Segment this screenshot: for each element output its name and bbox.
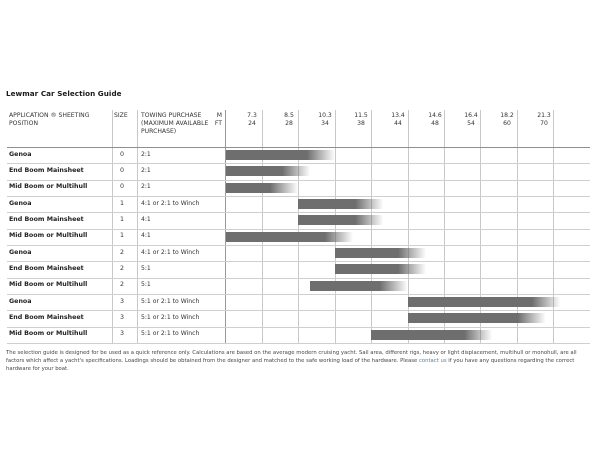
row-application: End Boom Mainsheet [9,215,84,223]
row-towing-purchase: 2:1 [141,150,151,158]
row-towing-purchase: 4:1 [141,215,151,223]
scale-meter-label: 11.5 [354,112,368,119]
row-towing-purchase: 2:1 [141,183,151,191]
scale-gridline [262,110,263,343]
contact-us-link[interactable]: contact us [418,358,447,365]
row-size: 0 [119,166,124,174]
scale-gridline [444,110,445,343]
row-size: 0 [119,150,124,158]
row-application: Mid Boom or Multihull [9,281,88,289]
row-size: 3 [119,330,124,338]
scale-feet-label: 54 [467,120,475,127]
header-feet-unit: FT [214,120,222,127]
row-divider [7,163,590,164]
row-towing-purchase: 5:1 or 2:1 to Winch [141,313,200,321]
scale-meter-label: 8.5 [284,112,294,119]
scale-gridline [371,110,372,343]
scale-meter-label: 16.4 [464,112,478,119]
row-divider [7,212,590,213]
range-bar [226,183,298,193]
scale-feet-label: 60 [503,120,511,127]
row-size: 0 [119,183,124,191]
row-divider [7,294,590,295]
row-size: 2 [119,264,124,272]
scale-gridline [335,110,336,343]
scale-meter-label: 18.2 [500,112,514,119]
row-towing-purchase: 5:1 or 2:1 to Winch [141,297,200,305]
row-towing-purchase: 5:1 [141,264,151,272]
scale-feet-label: 48 [431,120,439,127]
scale-meter-label: 7.3 [247,112,257,119]
row-size: 2 [119,248,124,256]
scale-meter-label: 13.4 [391,112,405,119]
range-bar [298,199,383,209]
header-meters-unit: M [216,112,222,119]
scale-gridline [517,110,518,343]
disclaimer-footer [6,349,594,374]
table-top-border [7,147,590,148]
column-divider [112,110,113,343]
row-application: Genoa [9,150,32,158]
row-divider [7,261,590,262]
scale-meter-label: 21.3 [537,112,551,119]
row-application: End Boom Mainsheet [9,166,84,174]
range-bar [226,232,353,242]
row-divider [7,343,590,344]
scale-feet-label: 44 [394,120,402,127]
guide-title: Lewmar Car Selection Guide [6,89,122,98]
row-application: Mid Boom or Multihull [9,183,88,191]
scale-meter-label: 14.6 [428,112,442,119]
header-towing-purchase: TOWING PURCHASE (MAXIMUM AVAILABLE PURCHASE) [141,112,209,135]
header-size: SIZE [114,112,128,119]
row-towing-purchase: 5:1 or 2:1 to Winch [141,330,200,338]
row-towing-purchase: 5:1 [141,281,151,289]
header-application: APPLICATION ® SHEETING POSITION [9,112,90,127]
row-divider [7,180,590,181]
row-application: Mid Boom or Multihull [9,232,88,240]
row-size: 1 [119,199,124,207]
row-size: 1 [119,215,124,223]
row-towing-purchase: 4:1 or 2:1 to Winch [141,199,200,207]
disclaimer-text-end: if you have any questions regarding the correct hardware for your boat. [6,358,575,373]
scale-feet-label: 28 [285,120,293,127]
scale-gridline [408,110,409,343]
row-size: 3 [119,313,124,321]
row-application: End Boom Mainsheet [9,313,84,321]
row-size: 2 [119,281,124,289]
range-bar [408,313,546,323]
row-towing-purchase: 4:1 [141,232,151,240]
scale-gridline [480,110,481,343]
scale-gridline [298,110,299,343]
range-bar [335,264,426,274]
row-divider [7,310,590,311]
range-bar [408,297,560,307]
range-bar [298,215,383,225]
scale-feet-label: 38 [357,120,365,127]
range-bar [226,166,310,176]
row-towing-purchase: 2:1 [141,166,151,174]
row-application: Genoa [9,248,32,256]
row-application: Genoa [9,297,32,305]
row-divider [7,327,590,328]
scale-feet-label: 24 [248,120,256,127]
scale-gridline [553,110,554,343]
row-size: 1 [119,232,124,240]
range-bar [310,281,408,291]
range-bar [335,248,426,258]
column-divider [137,110,138,343]
row-application: End Boom Mainsheet [9,264,84,272]
scale-meter-label: 10.3 [318,112,332,119]
range-bar [371,330,492,340]
row-towing-purchase: 4:1 or 2:1 to Winch [141,248,200,256]
column-divider [225,110,226,343]
row-divider [7,245,590,246]
row-divider [7,229,590,230]
range-bar [226,150,335,160]
disclaimer-text: The selection guide is designed for be used as a quick reference only. Calculations are based on the average modern cruising yacht. Sail area, different rigs, heavy or light displacement, multihull or monohull, are all factors which affect a yacht's specifications. Loadings should be obtained from the designer and matched to the safe working load of the hardware. Please [6,350,577,365]
row-size: 3 [119,297,124,305]
scale-feet-label: 70 [540,120,548,127]
row-divider [7,278,590,279]
row-application: Genoa [9,199,32,207]
scale-feet-label: 34 [321,120,329,127]
row-divider [7,196,590,197]
row-application: Mid Boom or Multihull [9,330,88,338]
